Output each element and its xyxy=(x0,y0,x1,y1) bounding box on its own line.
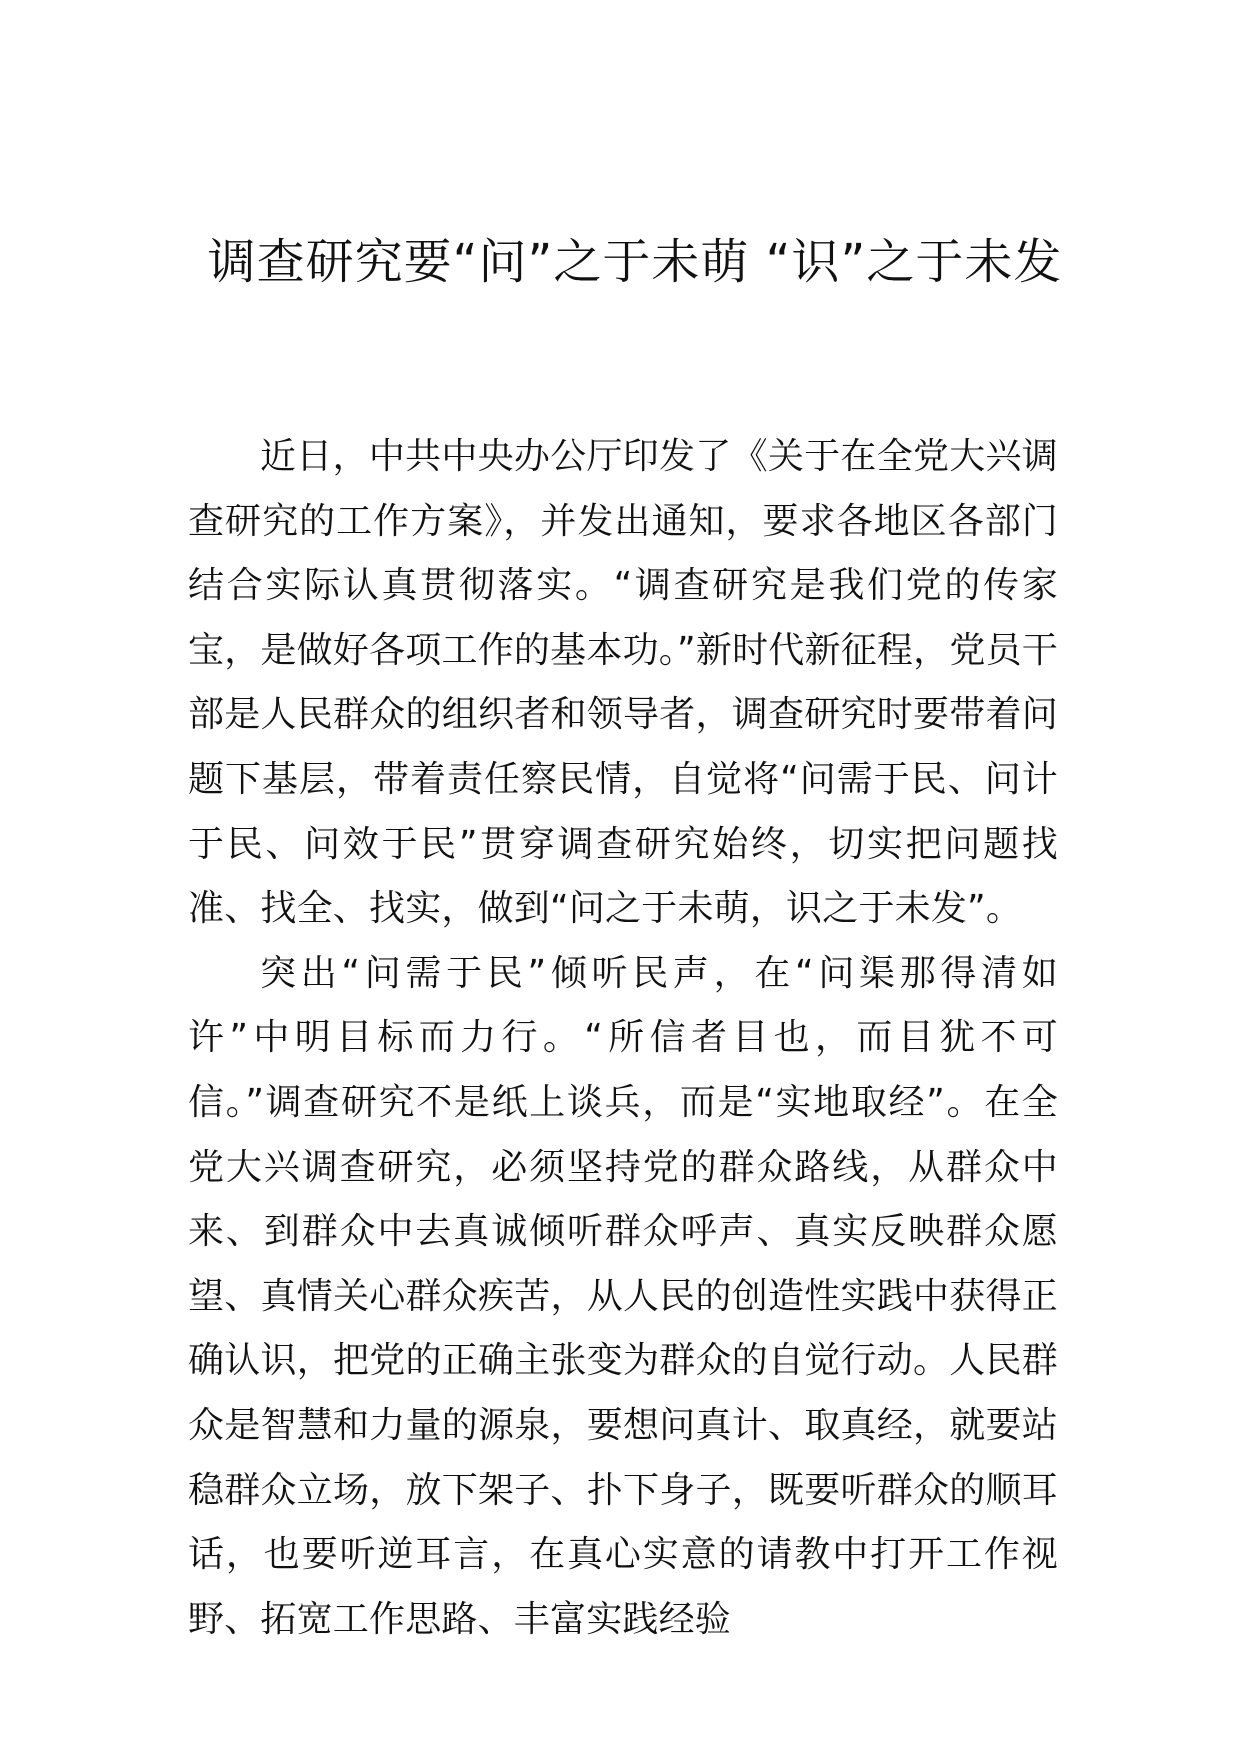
document-body xyxy=(188,425,1058,1652)
document-title: 调查研究要“问”之于未萌 “识”之于未发 xyxy=(207,234,1063,290)
paragraph-2: 突出“问需于民”倾听民声，在“问渠那得清如许”中明目标而力行。“所信者目也，而目犹不可信。”调查研究不是纸上谈兵，而是“实地取经”。在全党大兴调查研究，必须坚持党的群众路线，从群众中来、到群众中去真诚倾听群众呼声、真实反映群众愿望、真情关心群众疾苦，从人民的创造性实践中获得正确认识，把党的正确主张变为群众的自觉行动。人民群众是智慧和力量的源泉，要想问真计、取真经，就要站稳群众立场，放下架子、扑下身子，既要听群众的顺耳话，也要听逆耳言，在真心实意的请教中打开工作视野、拓宽工作思路、丰富实践经验 xyxy=(188,952,1058,1640)
paragraph-1: 近日，中共中央办公厅印发了《关于在全党大兴调查研究的工作方案》，并发出通知，要求各地区各部门结合实际认真贯彻落实。“调查研究是我们党的传家宝，是做好各项工作的基本功。”新时代新征程，党员干部是人民群众的组织者和领导者，调查研究时要带着问题下基层，带着责任察民情，自觉将“问需于民、问计于民、问效于民”贯穿调查研究始终，切实把问题找准、找全、找实，做到“问之于未萌，识之于未发”。 xyxy=(188,436,1058,930)
